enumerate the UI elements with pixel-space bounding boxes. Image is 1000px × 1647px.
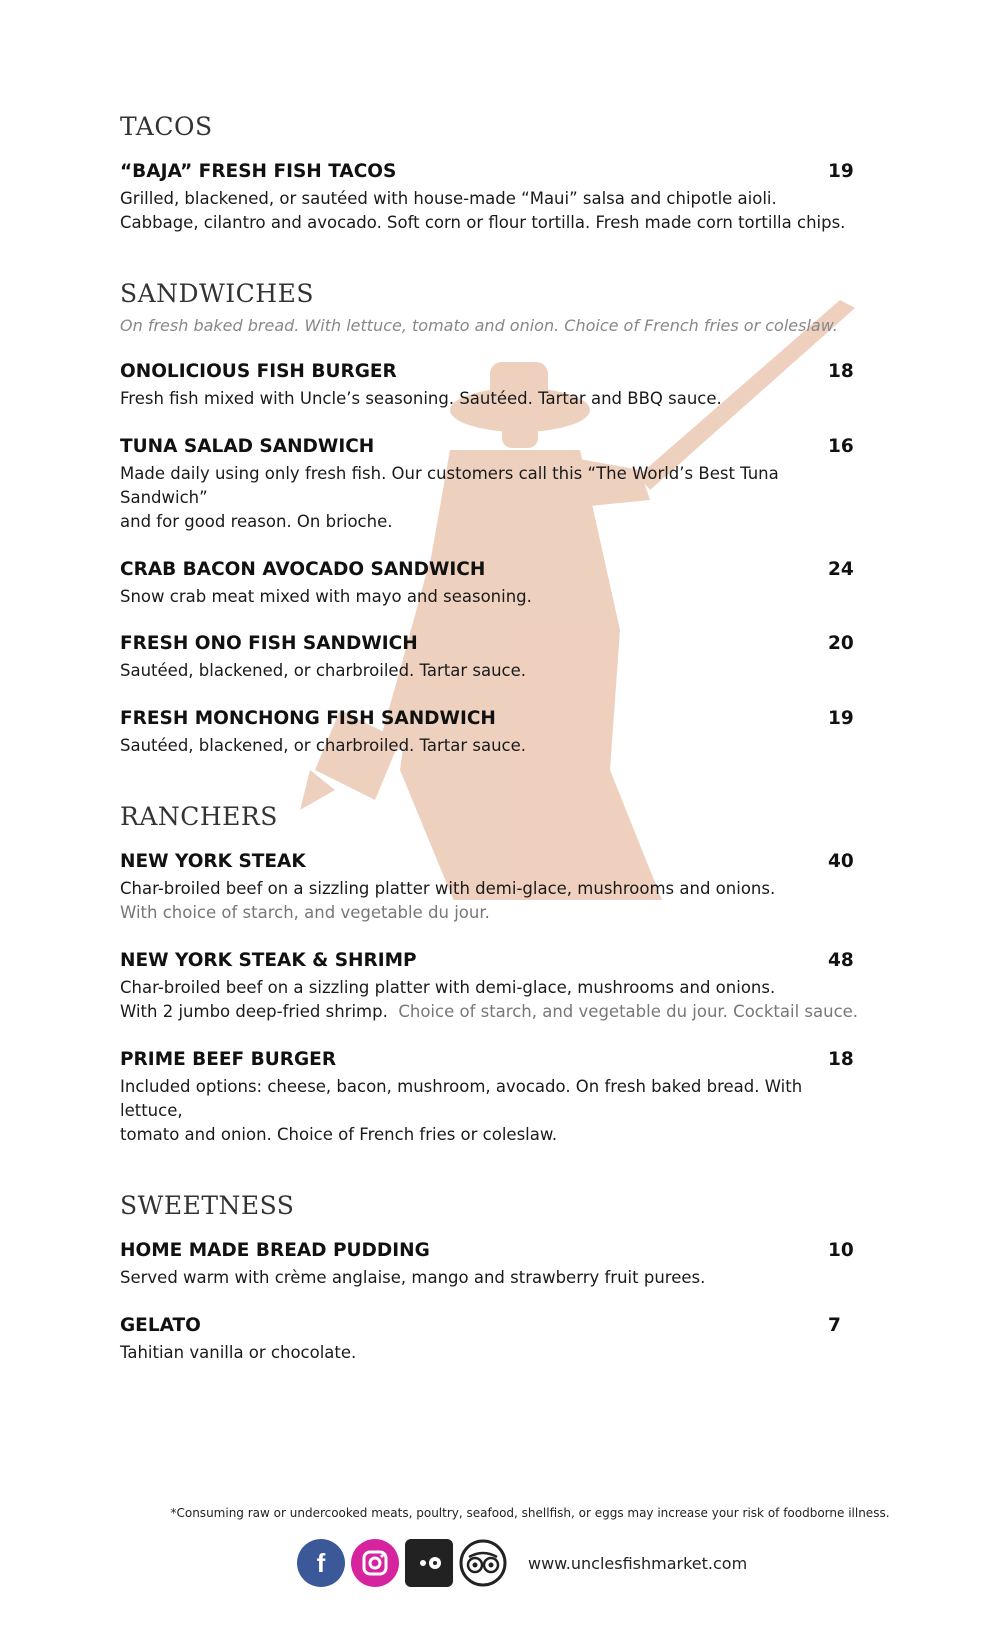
section-title: SANDWICHES xyxy=(120,278,314,308)
flickr-icon[interactable] xyxy=(404,1538,454,1588)
description-line: Sautéed, blackened, or charbroiled. Tartar sauce. xyxy=(120,736,527,756)
menu-item-price: 10 xyxy=(828,1239,854,1261)
menu-item xyxy=(120,1240,868,1290)
menu-item-name: GELATO xyxy=(120,1314,201,1336)
menu-item-header xyxy=(120,633,868,654)
menu-item-header xyxy=(120,1049,868,1070)
menu-item xyxy=(120,633,868,683)
menu-item-description xyxy=(120,976,868,1024)
menu-item xyxy=(120,1049,868,1147)
menu-item-price: 48 xyxy=(828,950,854,972)
description-line: tomato and onion. Choice of French fries or coleslaw. xyxy=(120,1124,558,1144)
menu-item-header xyxy=(120,161,868,182)
description-line: Included options: cheese, bacon, mushroom, avocado. On fresh baked bread. With lettuce, xyxy=(120,1076,803,1120)
description-line: Grilled, blackened, or sautéed with house-made “Maui” salsa and chipotle aioli. xyxy=(120,189,777,208)
menu-item-name: FRESH MONCHONG FISH SANDWICH xyxy=(120,708,496,730)
menu-section xyxy=(120,1191,868,1365)
menu-item-name: TUNA SALAD SANDWICH xyxy=(120,435,375,457)
menu-item-price: 18 xyxy=(828,360,854,382)
menu-item-name: “BAJA” FRESH FISH TACOS xyxy=(120,161,397,182)
menu-item xyxy=(120,361,868,411)
menu-item-header xyxy=(120,851,868,872)
website-link[interactable]: www.unclesfishmarket.com xyxy=(528,1553,748,1573)
menu-section xyxy=(120,112,868,235)
menu-item-header xyxy=(120,361,868,382)
description-line: Char-broiled beef on a sizzling platter with demi-glace, mushrooms and onions. xyxy=(120,978,776,998)
menu-item-header xyxy=(120,1315,868,1336)
menu-item xyxy=(120,436,868,534)
menu-item-description xyxy=(120,1341,868,1365)
menu-item-price: 40 xyxy=(828,851,854,873)
section-note: On fresh baked bread. With lettuce, tomato and onion. Choice of French fries or coleslaw. xyxy=(120,315,838,335)
menu-item-price: 18 xyxy=(828,1048,854,1070)
menu-item-price: 16 xyxy=(828,435,854,457)
description-line: Tahitian vanilla or chocolate. xyxy=(120,1342,357,1362)
menu-item-price: 24 xyxy=(828,558,854,580)
menu-item-description xyxy=(120,877,868,925)
menu-section xyxy=(120,802,868,1146)
menu-item-name: FRESH ONO FISH SANDWICH xyxy=(120,633,418,655)
menu-item-header xyxy=(120,708,868,729)
menu-item-description xyxy=(120,1075,868,1147)
menu-item xyxy=(120,851,868,925)
menu-item-header xyxy=(120,1240,868,1261)
menu-item-description xyxy=(120,387,868,411)
description-line: Made daily using only fresh fish. Our customers call this “The World’s Best Tuna Sandwich” xyxy=(120,463,779,507)
footer xyxy=(296,1538,747,1588)
description-line: Fresh fish mixed with Uncle’s seasoning. Sautéed. Tartar and BBQ sauce. xyxy=(120,388,722,408)
menu-item-price: 19 xyxy=(828,161,854,182)
menu-item xyxy=(120,950,868,1024)
description-text-muted: Choice of starch, and vegetable du jour. Cocktail sauce. xyxy=(398,1002,859,1022)
description-line: Served warm with crème anglaise, mango and strawberry fruit purees. xyxy=(120,1267,706,1287)
menu-item-description xyxy=(120,585,868,609)
menu-item-description xyxy=(120,659,868,683)
description-line-mixed xyxy=(120,1000,868,1024)
description-line: Char-broiled beef on a sizzling platter with demi-glace, mushrooms and onions. xyxy=(120,879,776,899)
menu-item-price: 20 xyxy=(828,633,854,655)
section-title: RANCHERS xyxy=(120,802,278,832)
menu-item xyxy=(120,559,868,609)
menu-item-description xyxy=(120,734,868,758)
facebook-icon[interactable] xyxy=(296,1538,346,1588)
menu-item xyxy=(120,161,868,235)
tripadvisor-icon[interactable] xyxy=(458,1538,508,1588)
menu-item-price: 7 xyxy=(828,1314,841,1336)
menu-item xyxy=(120,1315,868,1365)
menu-item-name: PRIME BEEF BURGER xyxy=(120,1048,337,1070)
section-title: SWEETNESS xyxy=(120,1190,295,1220)
foodborne-disclaimer: *Consuming raw or undercooked meats, poultry, seafood, shellfish, or eggs may increase your risk of foodborne illness. xyxy=(170,1506,890,1520)
menu-item-name: NEW YORK STEAK xyxy=(120,851,306,873)
menu-section xyxy=(120,279,868,758)
menu-item-price: 19 xyxy=(828,708,854,730)
instagram-icon[interactable] xyxy=(350,1538,400,1588)
menu-item-description xyxy=(120,187,868,235)
menu-item-header xyxy=(120,436,868,457)
description-line: and for good reason. On brioche. xyxy=(120,511,393,531)
menu-item-description xyxy=(120,1266,868,1290)
description-line-muted: With choice of starch, and vegetable du jour. xyxy=(120,903,490,923)
menu-item-name: NEW YORK STEAK & SHRIMP xyxy=(120,950,417,972)
description-text: With 2 jumbo deep-fried shrimp. xyxy=(120,1002,388,1022)
menu-item-name: HOME MADE BREAD PUDDING xyxy=(120,1239,430,1261)
menu xyxy=(120,112,868,1409)
menu-item-name: CRAB BACON AVOCADO SANDWICH xyxy=(120,558,486,580)
section-title: TACOS xyxy=(120,112,213,141)
menu-item xyxy=(120,708,868,758)
menu-item-description xyxy=(120,462,868,534)
description-line: Snow crab meat mixed with mayo and seasoning. xyxy=(120,586,532,606)
menu-item-header xyxy=(120,950,868,971)
menu-item-header xyxy=(120,559,868,580)
description-line: Sautéed, blackened, or charbroiled. Tartar sauce. xyxy=(120,661,527,681)
svg-text:f: f xyxy=(316,1548,326,1578)
description-line: Cabbage, cilantro and avocado. Soft corn or flour tortilla. Fresh made corn tortilla chips. xyxy=(120,212,846,232)
menu-item-name: ONOLICIOUS FISH BURGER xyxy=(120,360,397,382)
